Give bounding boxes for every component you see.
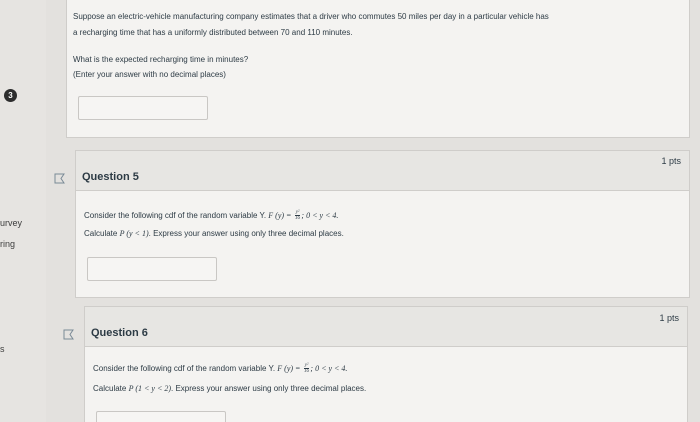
question-5-header — [76, 151, 689, 191]
question-6-header — [85, 307, 687, 347]
question-6-line1 — [93, 363, 347, 375]
question-4-text-line1: Suppose an electric-vehicle manufacturing company estimates that a driver who commutes 50 miles per day in a particular vehicle has — [73, 12, 549, 21]
question-4-card — [66, 0, 690, 138]
question-6-line2-prefix: Calculate — [93, 384, 127, 393]
question-6-title: Question 6 — [91, 327, 148, 339]
flag-icon[interactable] — [63, 329, 75, 340]
question-6-fraction — [304, 363, 310, 374]
question-5-line2-prefix: Calculate — [84, 229, 118, 238]
question-6-cdf-function: F (y) = — [277, 364, 301, 373]
question-6-answer-input[interactable] — [96, 411, 226, 422]
question-4-text-line2: a recharging time that has a uniformly distributed between 70 and 110 minutes. — [73, 28, 353, 37]
question-5-card — [75, 150, 690, 298]
question-6-line2-suffix: . Express your answer using only three decimal places. — [171, 384, 367, 393]
question-5-title: Question 5 — [82, 171, 139, 183]
question-5-line1 — [84, 210, 338, 222]
sidebar-fragment-s[interactable]: s — [0, 344, 5, 354]
question-5-fraction-numerator: y² — [295, 210, 300, 216]
sidebar-fragment-survey[interactable]: urvey — [0, 218, 23, 228]
question-4-prompt-line1: What is the expected recharging time in minutes? — [73, 55, 249, 64]
question-5-probability: P (y < 1) — [119, 229, 149, 238]
question-6-probability: P (1 < y < 2) — [128, 384, 172, 393]
question-5-fraction — [295, 210, 301, 221]
question-6-line2 — [93, 383, 366, 395]
question-4-prompt-line2: (Enter your answer with no decimal places) — [73, 70, 226, 79]
question-6-points: 1 pts — [659, 313, 679, 323]
sidebar-edge — [0, 0, 46, 422]
question-6-fraction-numerator: y² — [304, 363, 309, 369]
question-5-domain: ; 0 < y < 4. — [301, 211, 339, 220]
sidebar-fragment-ring[interactable]: ring — [0, 239, 16, 249]
question-5-cdf-function: F (y) = — [268, 211, 292, 220]
question-5-line1-prefix: Consider the following cdf of the random variable Y. — [84, 211, 267, 220]
flag-icon[interactable] — [54, 173, 66, 184]
question-6-line1-prefix: Consider the following cdf of the random variable Y. — [93, 364, 276, 373]
question-6-card — [84, 306, 688, 422]
question-5-answer-input[interactable] — [87, 257, 217, 281]
question-5-fraction-denominator: 16 — [295, 216, 301, 222]
question-4-answer-input[interactable] — [78, 96, 208, 120]
question-5-line2 — [84, 228, 344, 240]
question-5-line2-suffix: . Express your answer using only three decimal places. — [148, 229, 344, 238]
question-6-fraction-denominator: 16 — [304, 369, 310, 375]
question-6-domain: ; 0 < y < 4. — [310, 364, 348, 373]
question-5-points: 1 pts — [661, 156, 681, 166]
question-number-badge[interactable]: 3 — [4, 89, 17, 102]
